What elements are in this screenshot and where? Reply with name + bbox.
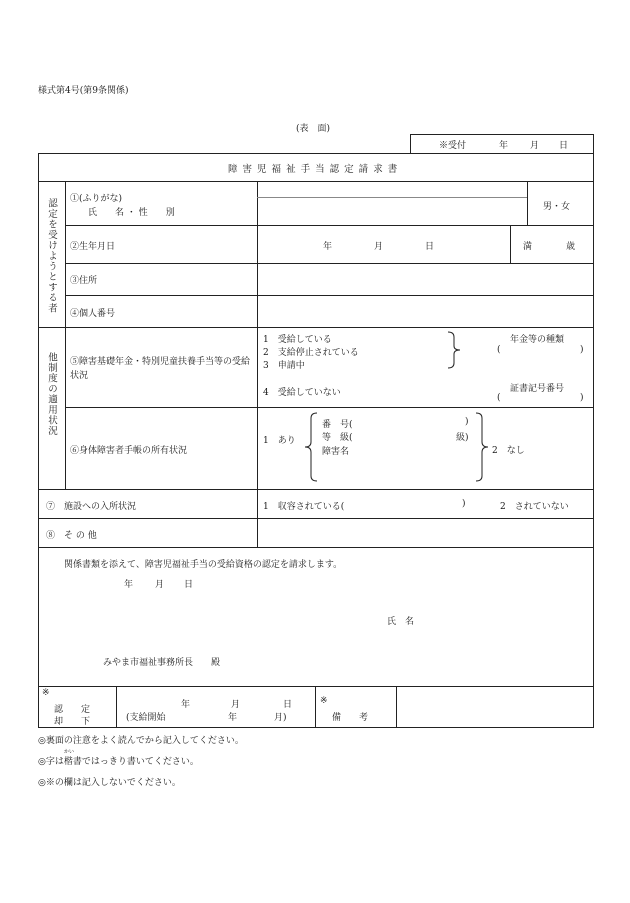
- remarks-field[interactable]: [397, 687, 592, 726]
- declaration-text: 関係書類を添えて、障害児福祉手当の受給資格の認定を請求します。: [64, 560, 343, 570]
- furigana-field[interactable]: [258, 182, 526, 197]
- other-systems-side-label: 他制度の適用状況: [46, 352, 57, 436]
- applicant-side-label: 認定を受けようとする者: [46, 198, 57, 314]
- address-field[interactable]: [258, 264, 592, 294]
- handbook-yes[interactable]: 1 あり: [263, 436, 296, 446]
- handbook-number-field[interactable]: [360, 416, 460, 428]
- start-prefix: (支給開始: [126, 713, 166, 723]
- birthdate-label: ②生年月日: [70, 242, 116, 252]
- facility-option-2[interactable]: 2 されていない: [500, 502, 569, 512]
- other-field[interactable]: [258, 519, 592, 546]
- pension-kind-field[interactable]: [504, 344, 578, 356]
- pension-option-1[interactable]: 1 受給している: [263, 335, 332, 345]
- pension-option-2[interactable]: 2 支給停止されている: [263, 348, 359, 358]
- note-2: ◎字は楷書ではっきり書いてください。: [38, 757, 199, 767]
- furigana-label: ①(ふりがな): [70, 194, 123, 204]
- handbook-disability-field[interactable]: [352, 443, 472, 455]
- side-label: (表 面): [296, 124, 331, 134]
- start-month[interactable]: 月): [274, 713, 287, 723]
- name-gender-label: 氏 名 ・ 性 別: [88, 208, 175, 218]
- remarks-label: 備 考: [332, 713, 369, 723]
- decision-approve[interactable]: 認 定: [54, 705, 91, 715]
- facility-field[interactable]: [355, 498, 460, 510]
- note-3: ◎※の欄は記入しないでください。: [38, 778, 181, 788]
- birth-year[interactable]: 年: [323, 242, 333, 252]
- office-mark: ※: [42, 688, 50, 698]
- decision-reject[interactable]: 却 下: [54, 717, 91, 727]
- declaration-year[interactable]: 年: [124, 580, 134, 590]
- office-year[interactable]: 年: [181, 700, 191, 710]
- mynumber-field[interactable]: [258, 296, 592, 327]
- pension-option-4[interactable]: 4 受給していない: [263, 388, 341, 398]
- pension-kind-close: ): [580, 345, 584, 355]
- reception-year: 年: [499, 141, 509, 151]
- addressee: みやま市福祉事務所長 殿: [103, 658, 221, 668]
- applicant-name-field[interactable]: [420, 610, 580, 626]
- handbook-number-close: ): [465, 417, 469, 427]
- age-suffix[interactable]: 歳: [566, 242, 576, 252]
- name-field[interactable]: [258, 198, 526, 224]
- pension-kind-open: (: [497, 345, 501, 355]
- address-label: ③住所: [70, 276, 98, 286]
- handbook-number: 番 号(: [322, 420, 353, 430]
- handbook-no[interactable]: 2 なし: [492, 446, 525, 456]
- facility-option-1-close: ): [462, 499, 466, 509]
- office-month[interactable]: 月: [231, 700, 241, 710]
- pension-cert-label: 証書記号番号: [510, 384, 565, 394]
- reception-month: 月: [530, 141, 540, 151]
- handbook-grade: 等 級(: [322, 433, 353, 443]
- pension-cert-open: (: [497, 393, 501, 403]
- ruby-kaisho: かい: [64, 749, 75, 755]
- reception-mark: ※受付: [439, 141, 467, 151]
- age-prefix: 満: [523, 242, 533, 252]
- reception-day: 日: [559, 141, 569, 151]
- gender-options[interactable]: 男・女: [543, 202, 571, 212]
- applicant-name-label: 氏 名: [387, 617, 415, 627]
- form-title: 障 害 児 福 祉 手 当 認 定 請 求 書: [228, 164, 399, 175]
- birth-day[interactable]: 日: [425, 242, 435, 252]
- birth-month[interactable]: 月: [374, 242, 384, 252]
- handbook-brace-left: [303, 412, 319, 482]
- handbook-label: ⑥身体障害者手帳の所有状況: [70, 446, 188, 456]
- office-day[interactable]: 日: [283, 700, 293, 710]
- start-year[interactable]: 年: [228, 713, 238, 723]
- form-number: 様式第4号(第9条関係): [38, 86, 129, 96]
- declaration-day[interactable]: 日: [184, 580, 194, 590]
- note-1: ◎裏面の注意をよく読んでから記入してください。: [38, 736, 244, 746]
- mynumber-label: ④個人番号: [70, 309, 116, 319]
- pension-brace: [446, 331, 464, 369]
- handbook-disability: 障害名: [322, 447, 350, 457]
- pension-kind-label: 年金等の種類: [510, 335, 565, 345]
- pension-option-3[interactable]: 3 申請中: [263, 361, 305, 371]
- remarks-mark: ※: [320, 696, 328, 706]
- handbook-grade-field[interactable]: [360, 429, 452, 441]
- other-label: ⑧ そ の 他: [46, 531, 97, 541]
- handbook-grade-suffix: 級): [456, 433, 469, 443]
- handbook-brace-right: [474, 412, 490, 482]
- declaration-month[interactable]: 月: [155, 580, 165, 590]
- pension-cert-field[interactable]: [504, 392, 578, 404]
- facility-option-1[interactable]: 1 収容されている(: [263, 502, 345, 512]
- pension-label: ⑤障害基礎年金・特別児童扶養手当等の受給状況: [70, 357, 251, 381]
- facility-label: ⑦ 施設への入所状況: [46, 502, 137, 512]
- pension-cert-close: ): [580, 393, 584, 403]
